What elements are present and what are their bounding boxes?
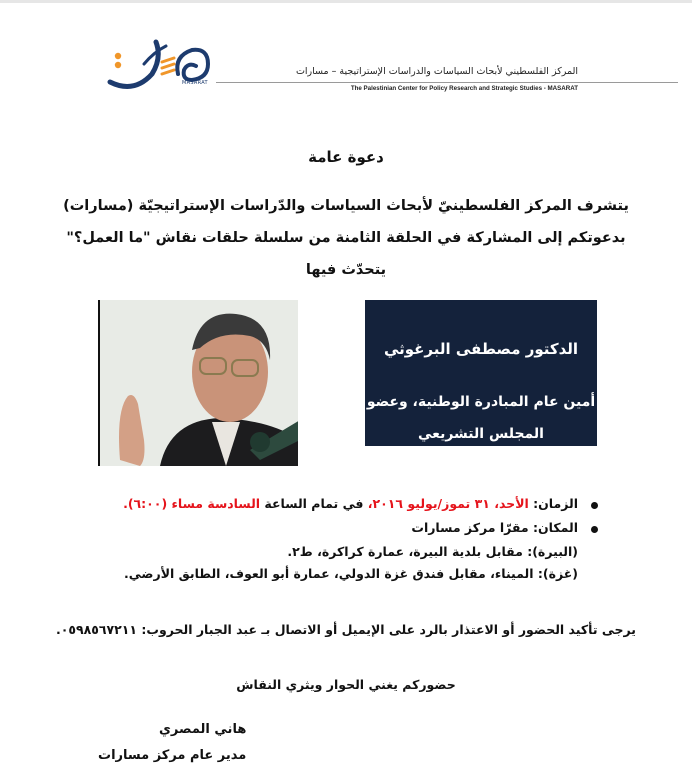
speaker-role-line-1: أمين عام المبادرة الوطنية، وعضو — [366, 394, 596, 410]
location-albireh: (البيرة): مقابل بلدية البيرة، عمارة كراكرة، ط٢. — [287, 544, 578, 559]
rsvp-note: يرجى تأكيد الحضور أو الاعتذار بالرد على الإيميل أو الاتصال بـ عبد الجبار الحروب: ٠٥٩٨٥٦٧٢١١. — [56, 622, 636, 637]
place-item — [100, 520, 600, 544]
intro-line-3: يتحدّث فيها — [305, 262, 387, 278]
speaker-info-box — [365, 300, 597, 446]
portrait-image-icon — [100, 300, 298, 466]
speaker-name: الدكتور مصطفى البرغوثي — [383, 340, 579, 358]
speaker-role-line-2: المجلس التشريعي — [418, 426, 544, 442]
logo-caption: MASARAT — [182, 80, 208, 86]
bullet-icon — [591, 526, 598, 533]
intro-line-1: يتشرف المركز الفلسطينيّ لأبحاث السياسات والدّراسات الإستراتيجيّة (مسارات) — [63, 198, 629, 214]
time-date: الأحد، ٣١ تموز/يوليو ٢٠١٦، — [363, 496, 534, 511]
org-name-arabic: المركز الفلسطيني لأبحاث السياسات والدراسات الإستراتيجية – مسارات — [295, 66, 578, 77]
intro-line-2: بدعوتكم إلى المشاركة في الحلقة الثامنة من سلسلة حلقات نقاش "ما العمل؟" — [66, 230, 626, 246]
time-mid: في تمام الساعة — [260, 496, 364, 511]
letterhead — [100, 30, 600, 100]
place-value: مقرّا مركز مسارات — [411, 520, 533, 535]
speaker-role — [365, 386, 597, 450]
place-label: المكان: — [533, 520, 578, 535]
invitation-title: دعوة عامة — [308, 148, 384, 166]
time-hour: السادسة مساء (٦:٠٠). — [123, 496, 261, 511]
bullet-icon — [591, 502, 598, 509]
time-item — [100, 496, 600, 520]
location-gaza: (غزة): الميناء، مقابل فندق غزة الدولي، عمارة أبو العوف، الطابق الأرضي. — [124, 566, 578, 581]
header-divider — [216, 82, 678, 83]
signatory-name: هاني المصري — [159, 722, 247, 737]
signature-block — [98, 722, 246, 774]
closing-line: حضوركم يغني الحوار ويثري النقاش — [236, 677, 456, 692]
event-details — [100, 496, 600, 588]
speaker-photo — [98, 300, 298, 466]
org-name-english: The Palestinian Center for Policy Research and Strategic Studies - MASARAT — [350, 85, 578, 92]
signatory-title: مدير عام مركز مسارات — [98, 748, 247, 763]
page-top-edge — [0, 0, 692, 3]
time-label: الزمان: — [533, 496, 578, 511]
